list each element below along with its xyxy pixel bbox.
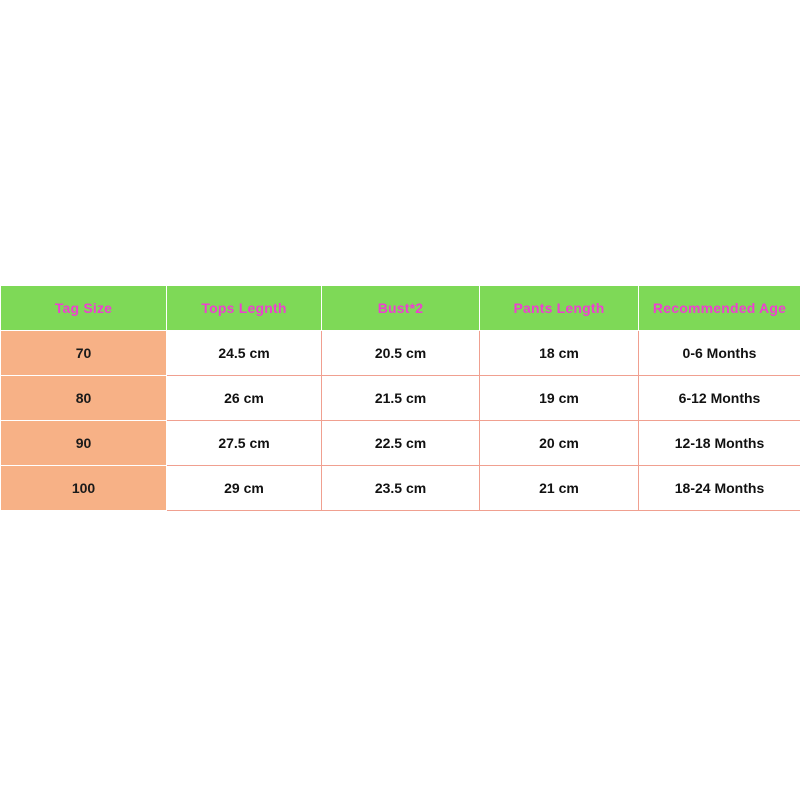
column-header-tops-length: Tops Legnth	[167, 286, 322, 331]
size-chart-table-container	[0, 285, 800, 511]
cell-tag-size: 70	[1, 331, 167, 376]
cell-bust: 21.5 cm	[322, 376, 480, 421]
table-row	[1, 421, 800, 466]
column-header-pants-length: Pants Length	[480, 286, 639, 331]
cell-recommended-age: 6-12 Months	[639, 376, 800, 421]
cell-tops-length: 29 cm	[167, 466, 322, 511]
cell-recommended-age: 18-24 Months	[639, 466, 800, 511]
table-row	[1, 376, 800, 421]
cell-tops-length: 27.5 cm	[167, 421, 322, 466]
column-header-bust: Bust*2	[322, 286, 480, 331]
cell-recommended-age: 12-18 Months	[639, 421, 800, 466]
column-header-tag-size: Tag Size	[1, 286, 167, 331]
cell-pants-length: 19 cm	[480, 376, 639, 421]
cell-pants-length: 20 cm	[480, 421, 639, 466]
table-row	[1, 331, 800, 376]
cell-bust: 20.5 cm	[322, 331, 480, 376]
cell-tag-size: 100	[1, 466, 167, 511]
table-row	[1, 466, 800, 511]
cell-tops-length: 24.5 cm	[167, 331, 322, 376]
cell-tag-size: 90	[1, 421, 167, 466]
cell-bust: 22.5 cm	[322, 421, 480, 466]
cell-tops-length: 26 cm	[167, 376, 322, 421]
size-chart-table	[0, 285, 800, 511]
cell-pants-length: 18 cm	[480, 331, 639, 376]
cell-pants-length: 21 cm	[480, 466, 639, 511]
column-header-recommended-age: Recommended Age	[639, 286, 800, 331]
cell-bust: 23.5 cm	[322, 466, 480, 511]
cell-tag-size: 80	[1, 376, 167, 421]
table-header-row	[1, 286, 800, 331]
cell-recommended-age: 0-6 Months	[639, 331, 800, 376]
